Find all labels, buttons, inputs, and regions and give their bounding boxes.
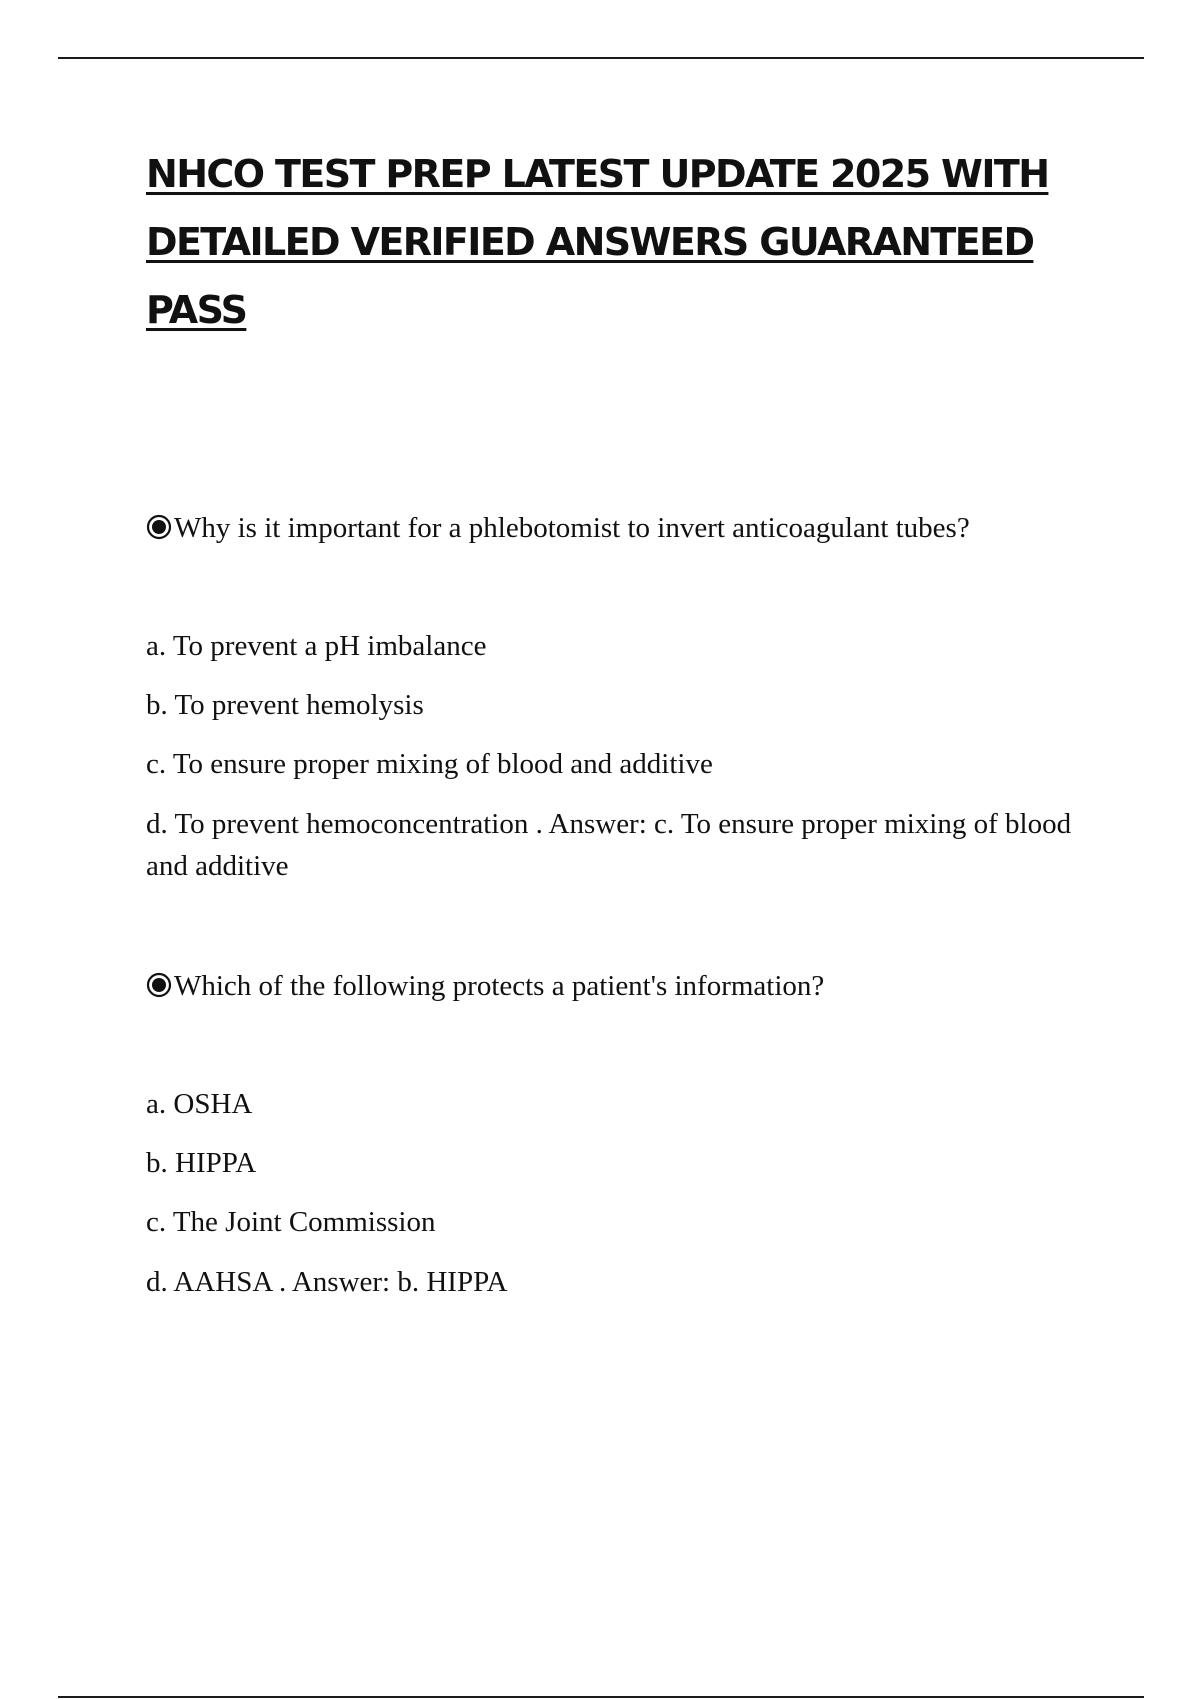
question-1-option-a: a. To prevent a pH imbalance	[146, 630, 487, 662]
question-1-option-d-answer: d. To prevent hemoconcentration . Answer: c. To ensure proper mixing of blood and additive	[146, 808, 1072, 882]
question-2-option-c: c. The Joint Commission	[146, 1206, 436, 1238]
question-2	[146, 965, 1076, 1007]
page-title: NHCO TEST PREP LATEST UPDATE 2025 WITH DETAILED VERIFIED ANSWERS GUARANTEED PASS	[146, 152, 1049, 332]
question-2-option-b: b. HIPPA	[146, 1147, 257, 1179]
question-1-text: Why is it important for a phlebotomist to invert anticoagulant tubes?	[174, 512, 970, 544]
question-2-text: Which of the following protects a patient's information?	[174, 970, 825, 1002]
question-1-option-c: c. To ensure proper mixing of blood and additive	[146, 748, 713, 780]
radio-bullet-icon	[146, 971, 174, 999]
question-1	[146, 507, 1076, 549]
question-2-option-d-answer: d. AAHSA . Answer: b. HIPPA	[146, 1266, 508, 1298]
question-1-option-b: b. To prevent hemolysis	[146, 689, 424, 721]
top-rule	[58, 57, 1144, 59]
bottom-rule	[58, 1696, 1144, 1698]
radio-bullet-icon	[146, 513, 174, 541]
question-2-option-a: a. OSHA	[146, 1088, 253, 1120]
